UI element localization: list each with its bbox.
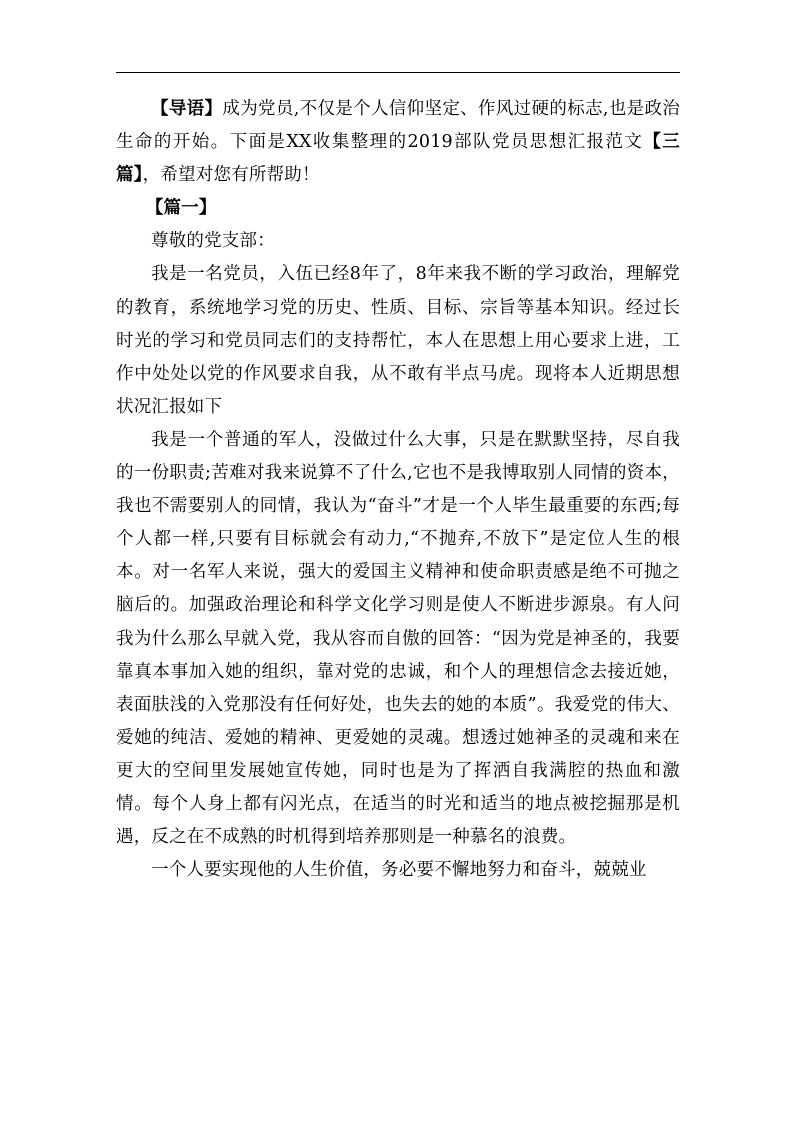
intro-title-tail: 【三篇】	[116, 132, 681, 186]
body-paragraph: 我是一个普通的军人，没做过什么大事，只是在默默坚持，尽自我的一份职责;苦难对我来说算不了什么,它也不是我博取别人同情的资本，我也不需要别人的同情，我认为“奋斗”才是一个人毕生最重要的东西;每个人都一样,只要有目标就会有动力,“不抛弃,不放下”是定位人生的根本。对一名军人来说，强大的爱国主义精神和使命职责感是绝不可抛之脑后的。加强政治理论和科学文化学习则是使人不断进步源泉。有人问我为什么那么早就入党，我从容而自傲的回答：“因为党是神圣的，我要靠真本事加入她的组织，靠对党的忠诚，和个人的理想信念去接近她，表面肤浅的入党那没有任何好处，也失去的她的本质”。我爱党的伟大、爱她的纯洁、爱她的精神、更爱她的灵魂。想透过她神圣的灵魂和来在更大的空间里发展她宣传她，同时也是为了挥洒自我满腔的热血和激情。每个人身上都有闪光点，在适当的时光和适当的地点被挖掘那是机遇，反之在不成熟的时机得到培养那则是一种慕名的浪费。	[116, 429, 680, 848]
section-heading: 【篇一】	[145, 198, 217, 219]
intro-paragraph	[116, 93, 680, 192]
intro-text: 成为党员,不仅是个人信仰坚定、作风过硬的标志,也是政治生命的开始。下面是XX收集整理的2019部队党员思想汇报范文	[116, 99, 680, 153]
body-paragraph: 我是一名党员，入伍已经8年了，8年来我不断的学习政治，理解党的教育，系统地学习党的历史、性质、目标、宗旨等基本知识。经过长时光的学习和党员同志们的支持帮忙，本人在思想上用心要求上进，工作中处处以党的作风要求自我，从不敢有半点马虎。现将本人近期思想状况汇报如下	[116, 264, 680, 417]
header-rule	[116, 72, 680, 73]
intro-tail: ，希望对您有所帮助！	[142, 165, 320, 186]
salutation: 尊敬的党支部：	[151, 231, 275, 252]
body-paragraph: 一个人要实现他的人生价值，务必要不懈地努力和奋斗，兢兢业	[151, 860, 647, 881]
intro-label: 【导语】	[151, 99, 223, 119]
document-body	[116, 93, 680, 887]
